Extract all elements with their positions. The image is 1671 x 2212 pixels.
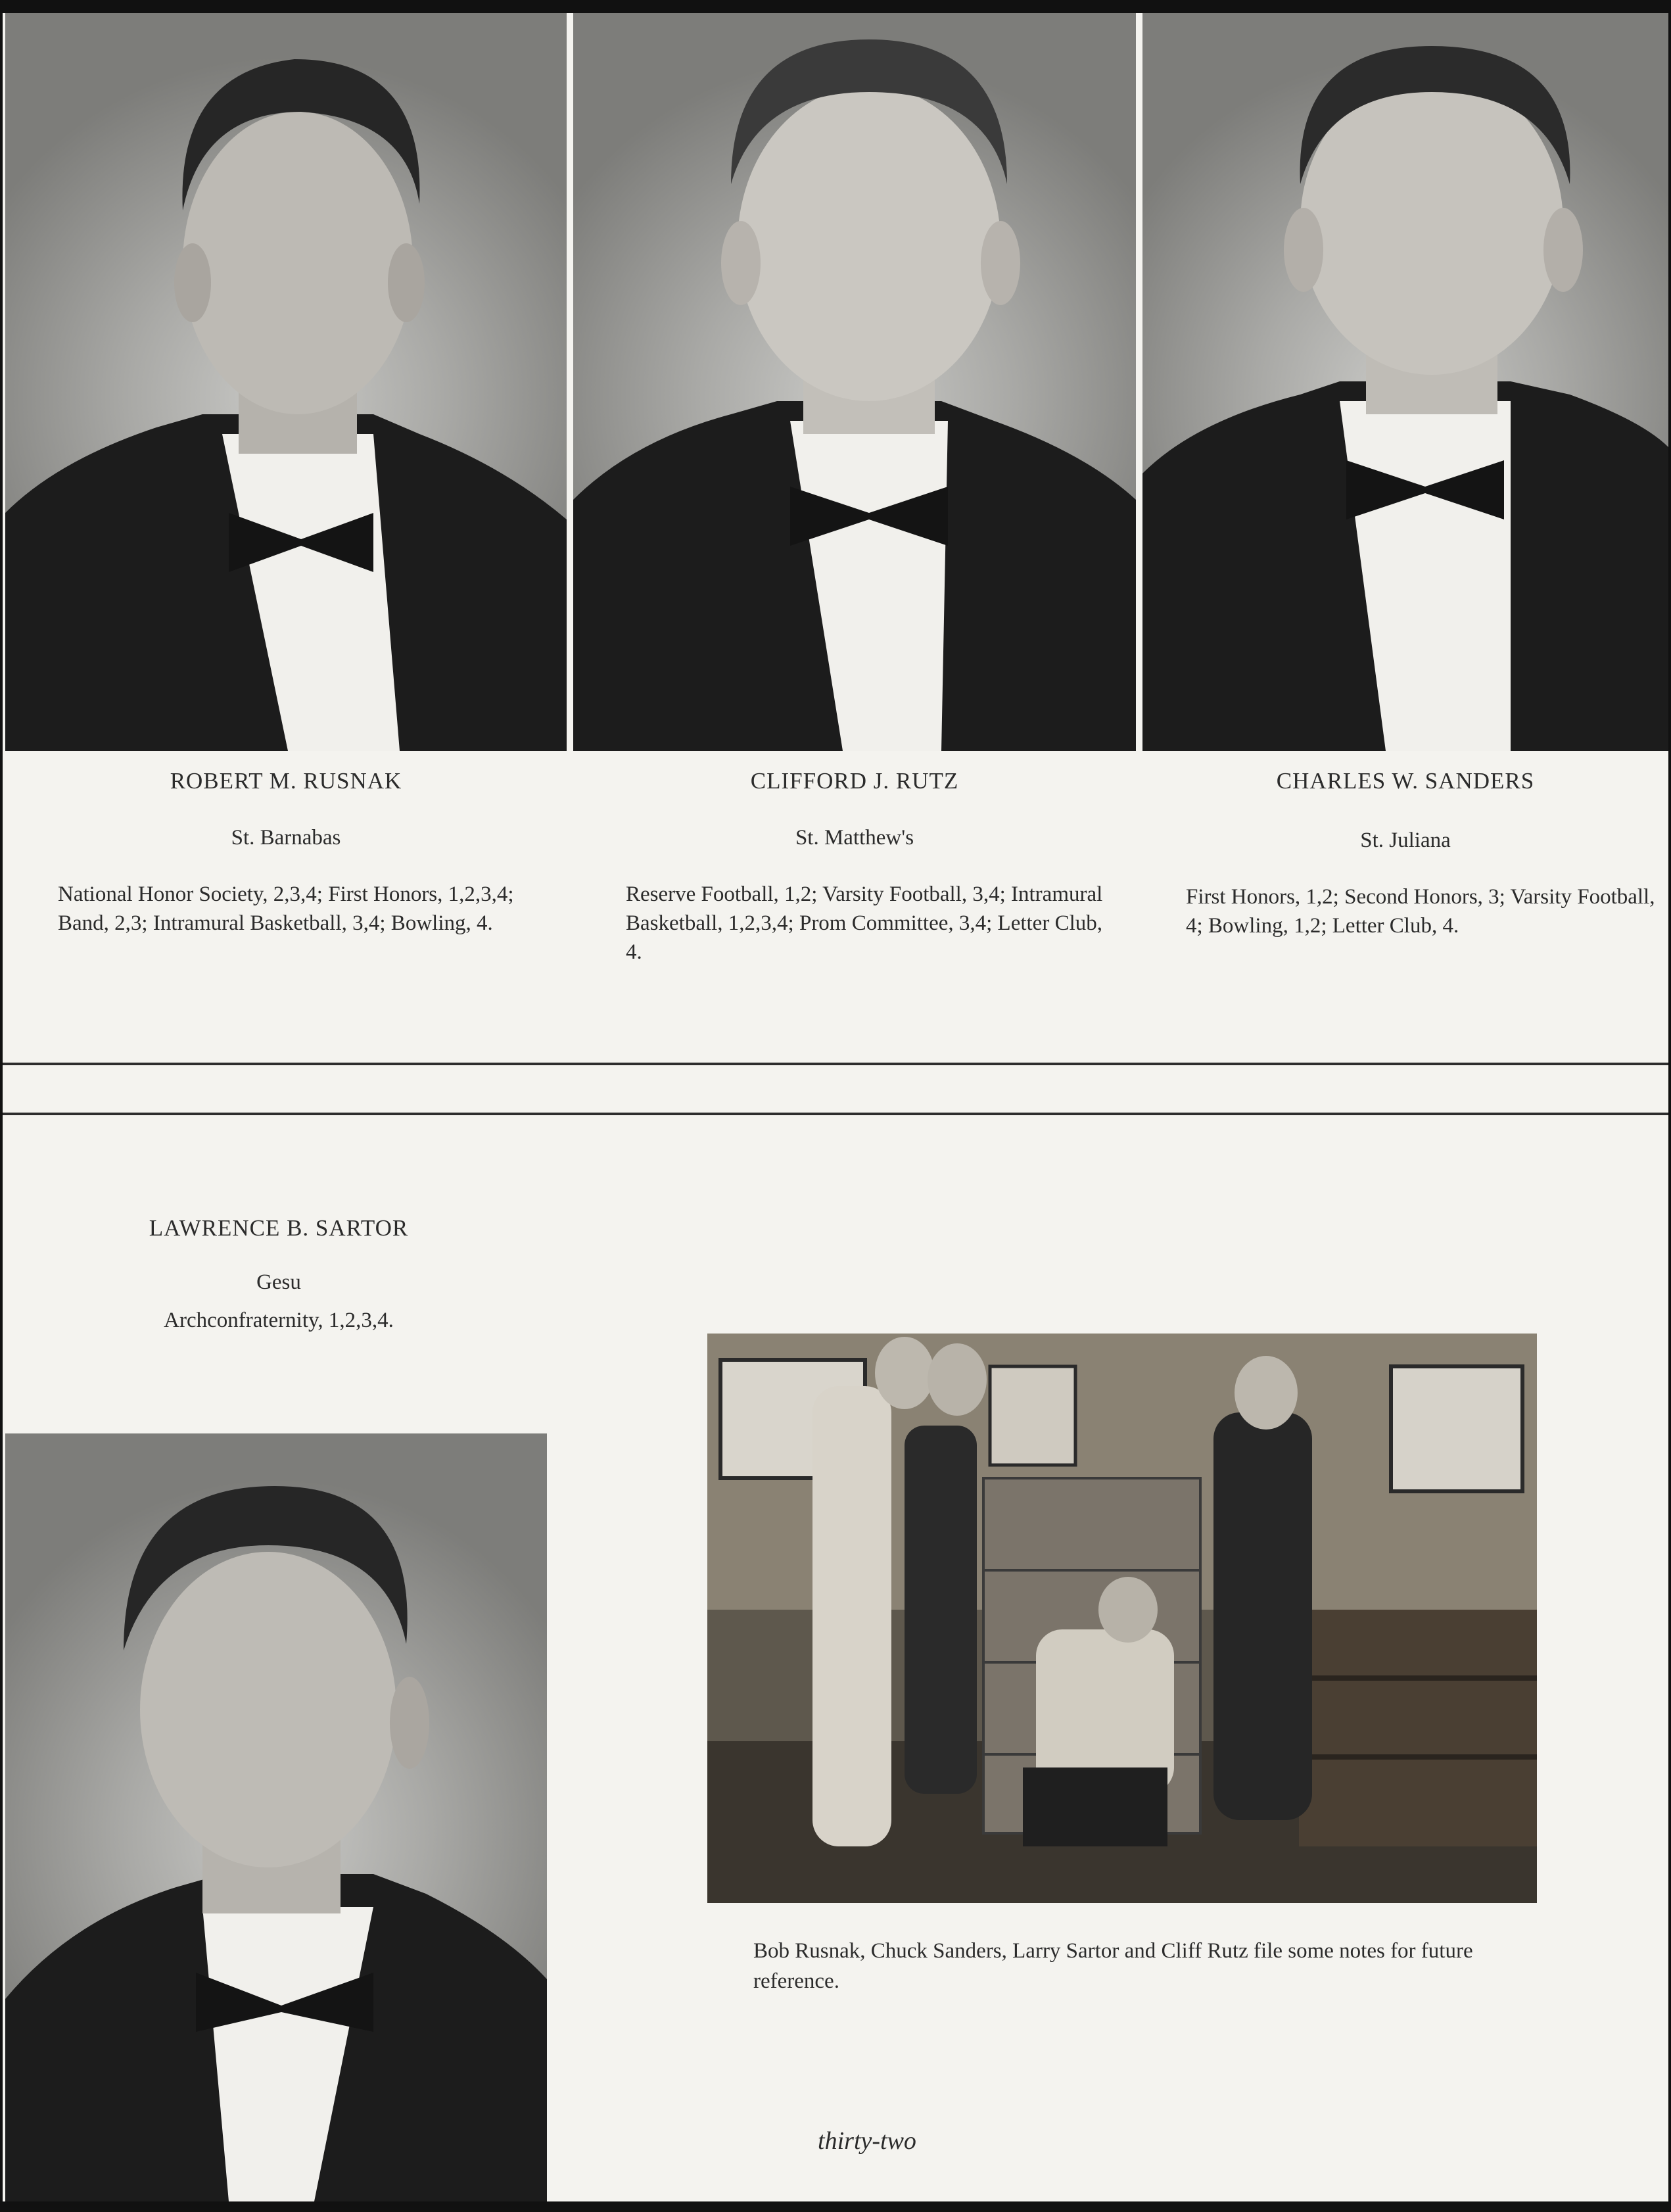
- senior-name: CHARLES W. SANDERS: [1276, 768, 1535, 794]
- senior-parish: St. Juliana: [1360, 829, 1451, 852]
- divider-rule: [3, 1063, 1668, 1065]
- portrait-robert-rusnak: [5, 13, 567, 751]
- yearbook-page: [3, 13, 1668, 2201]
- senior-name: CLIFFORD J. RUTZ: [750, 768, 959, 794]
- group-photo-filing-cabinet: [707, 1334, 1537, 1903]
- senior-activities: First Honors, 1,2; Second Honors, 3; Varsity Football, 4; Bowling, 1,2; Letter Club, 4.: [1186, 885, 1655, 938]
- senior-activities: Archconfraternity, 1,2,3,4.: [164, 1309, 394, 1332]
- portrait-clifford-rutz: [573, 13, 1136, 751]
- portrait-charles-sanders: [1142, 13, 1668, 751]
- page-number: thirty-two: [818, 2127, 916, 2155]
- senior-parish: St. Barnabas: [231, 826, 341, 850]
- senior-name: LAWRENCE B. SARTOR: [149, 1215, 409, 1241]
- senior-parish: St. Matthew's: [795, 826, 914, 850]
- group-photo-caption: Bob Rusnak, Chuck Sanders, Larry Sartor and Cliff Rutz file some notes for future reference.: [753, 1939, 1473, 1993]
- divider-rule: [3, 1113, 1668, 1115]
- senior-activities: National Honor Society, 2,3,4; First Honors, 1,2,3,4; Band, 2,3; Intramural Basketball, 3,4; Bowling, 4.: [58, 882, 514, 935]
- portrait-lawrence-sartor: [5, 1433, 547, 2201]
- senior-activities: Reserve Football, 1,2; Varsity Football, 3,4; Intramural Basketball, 1,2,3,4; Prom Committee, 3,4; Letter Club, 4.: [626, 882, 1103, 964]
- senior-name: ROBERT M. RUSNAK: [170, 768, 402, 794]
- senior-parish: Gesu: [256, 1270, 301, 1294]
